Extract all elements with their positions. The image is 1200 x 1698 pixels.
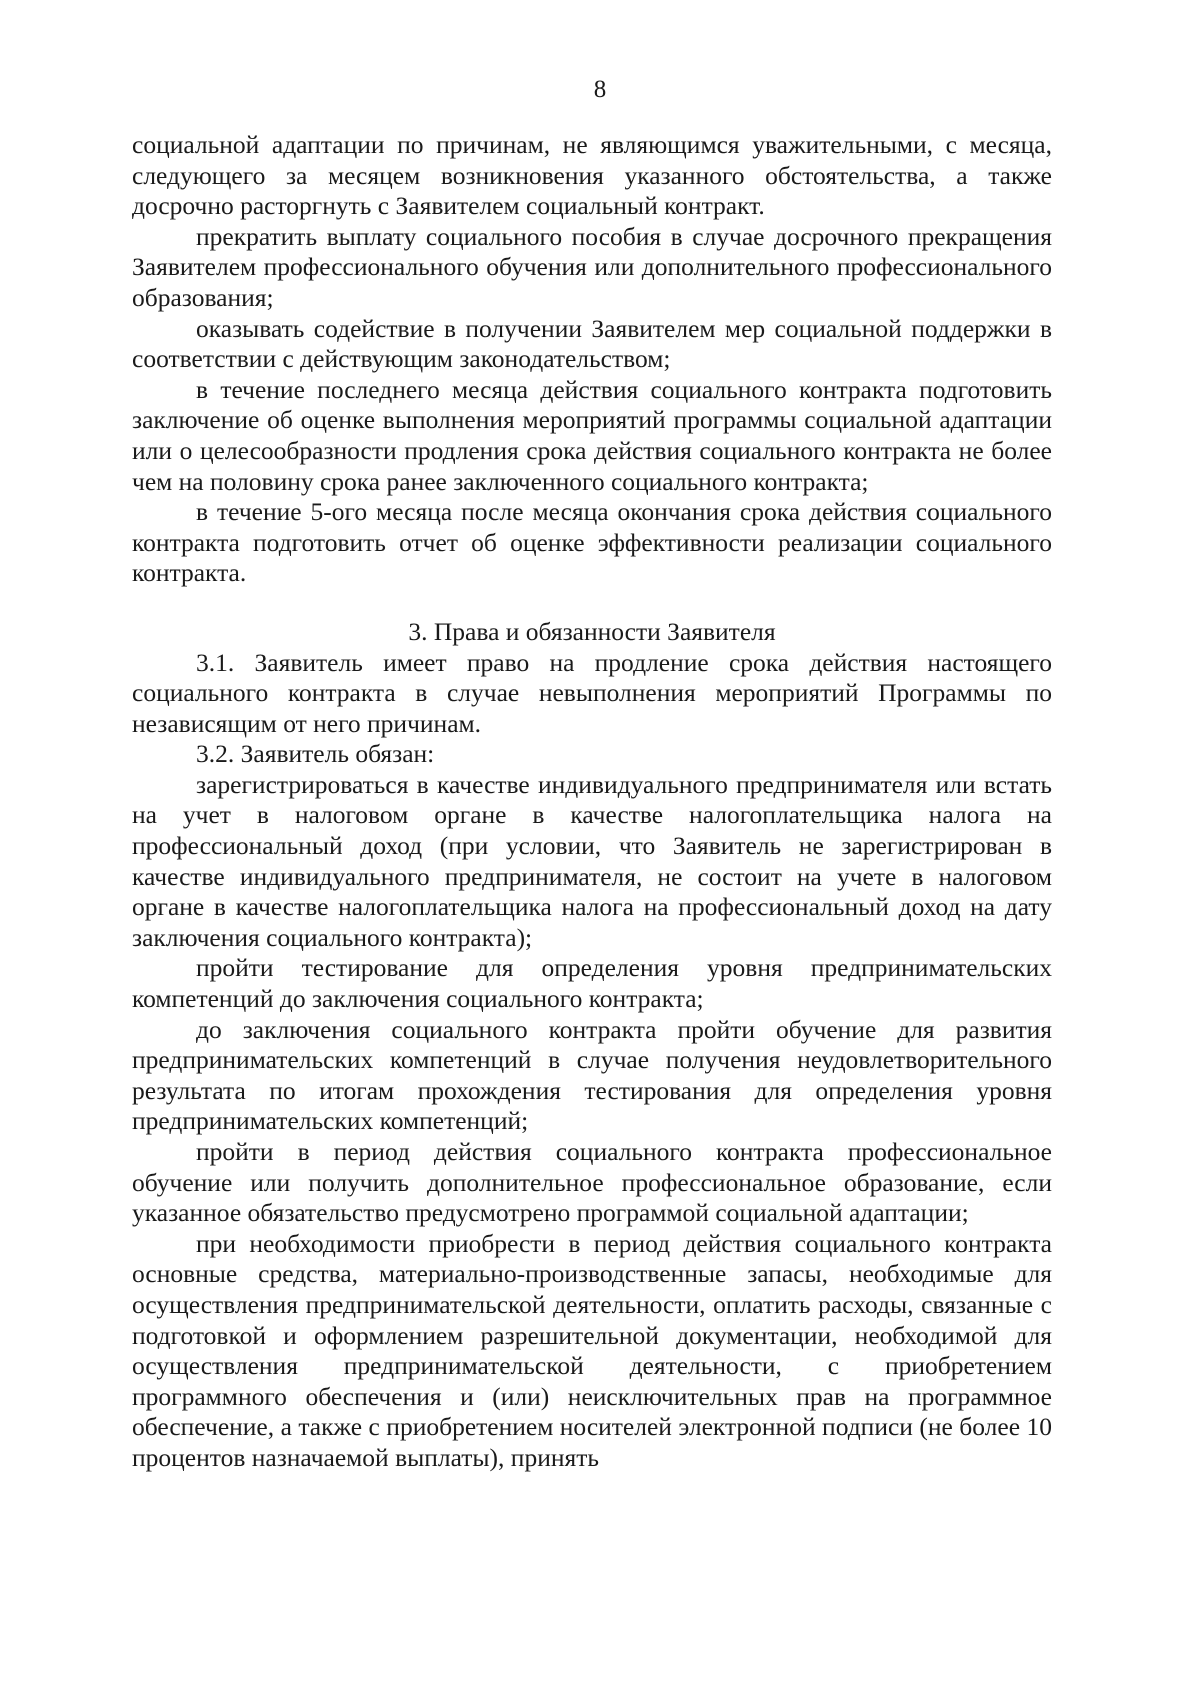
paragraph-register: зарегистрироваться в качестве индивидуального предпринимателя или встать на учет в налоговом органе в качестве налогоплательщика налога на профессиональный доход (при условии, что Заявитель не зарегистрирован в качестве индивидуального предпринимателя, не состоит на учете в налоговом органе в качестве налогоплательщика налога на профессиональный доход на дату заключения социального контракта);: [132, 769, 1052, 952]
paragraph-prepare-conclusion: в течение последнего месяца действия социального контракта подготовить заключение об оценке выполнения мероприятий программы социальной адаптации или о целесообразности продления срока действия социального контракта не более чем на половину срока ранее заключенного социального контракта;: [132, 374, 1052, 496]
document-body: [132, 130, 1052, 1474]
paragraph-acquire-assets: при необходимости приобрести в период действия социального контракта основные средства, материально-производственные запасы, необходимые для осуществления предпринимательской деятельности, оплатить расходы, связанные с подготовкой и оформлением разрешительной документации, необходимой для осуществления предпринимательской деятельности, с приобретением программного обеспечения и (или) неисключительных прав на программное обеспечение, а также с приобретением носителей электронной подписи (не более 10 процентов назначаемой выплаты), принять: [132, 1228, 1052, 1472]
paragraph-assist-support: оказывать содействие в получении Заявителем мер социальной поддержки в соответствии с действующим законодательством;: [132, 313, 1052, 374]
paragraph-3-1: 3.1. Заявитель имеет право на продление срока действия настоящего социального контракта в случае невыполнения мероприятий Программы по независящим от него причинам.: [132, 647, 1052, 738]
paragraph-3-2: 3.2. Заявитель обязан:: [196, 739, 435, 769]
page-number: 8: [593, 76, 607, 103]
paragraph-continuation: социальной адаптации по причинам, не являющимся уважительными, с месяца, следующего за месяцем возникновения указанного обстоятельства, а также досрочно расторгнуть с Заявителем социальный контракт.: [132, 130, 1052, 221]
paragraph-training: до заключения социального контракта пройти обучение для развития предпринимательских компетенций в случае получения неудовлетворительного результата по итогам прохождения тестирования для определения уровня предпринимательских компетенций;: [132, 1014, 1052, 1136]
paragraph-terminate-payment: прекратить выплату социального пособия в случае досрочного прекращения Заявителем профессионального обучения или дополнительного профессионального образования;: [132, 221, 1052, 312]
paragraph-professional-education: пройти в период действия социального контракта профессиональное обучение или получить дополнительное профессиональное образование, если указанное обязательство предусмотрено программой социальной адаптации;: [132, 1137, 1052, 1228]
paragraph-prepare-report: в течение 5-ого месяца после месяца окончания срока действия социального контракта подготовить отчет об оценке эффективности реализации социального контракта.: [132, 497, 1052, 588]
section-heading: 3. Права и обязанности Заявителя: [408, 616, 776, 646]
paragraph-testing: пройти тестирование для определения уровня предпринимательских компетенций до заключения социального контракта;: [132, 953, 1052, 1014]
